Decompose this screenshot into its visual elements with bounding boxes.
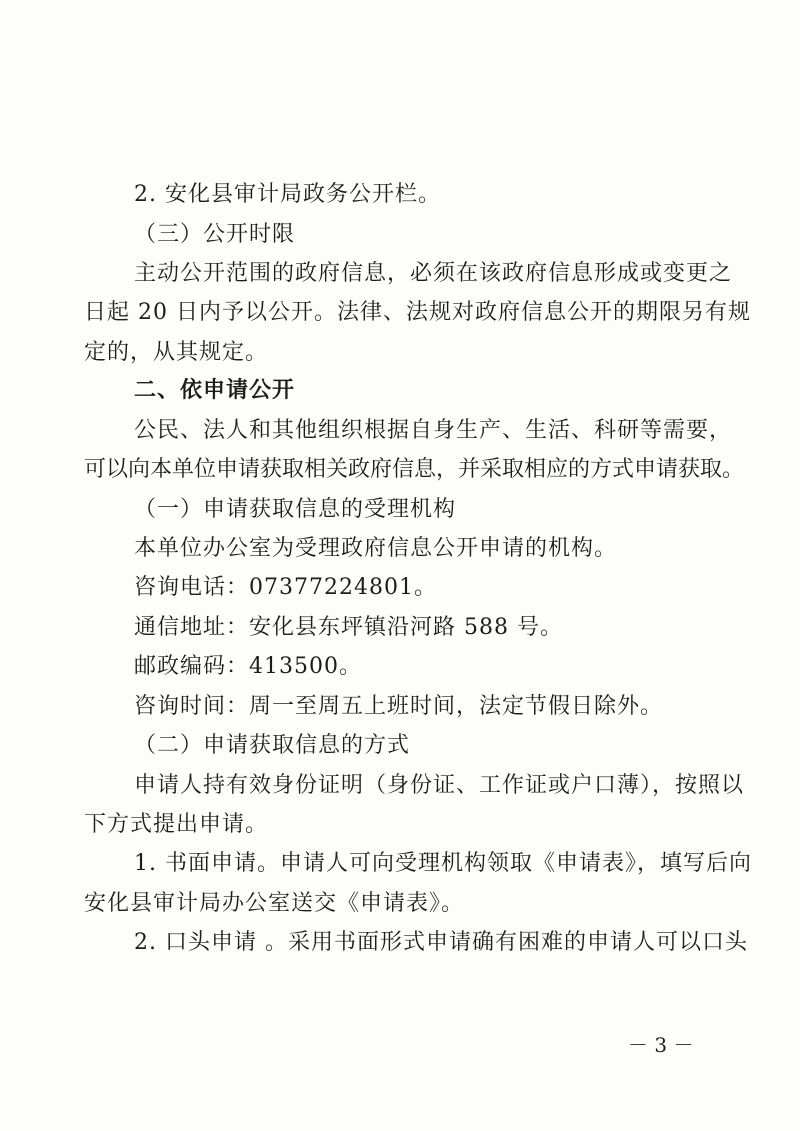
page-number: － 3 － (628, 1033, 694, 1057)
paragraph-line: 安化县审计局办公室送交《申请表》。 (84, 891, 465, 916)
paragraph-line: 可以向本单位申请获取相关政府信息，并采取相应的方式申请获取。 (84, 457, 745, 482)
contact-phone: 咨询电话：07377224801。 (134, 575, 437, 600)
contact-address: 通信地址：安化县东坪镇沿河路 588 号。 (134, 615, 563, 640)
paragraph-line: 申请人持有效身份证明（身份证、工作证或户口薄），按照以 (134, 773, 745, 798)
paragraph-line: 本单位办公室为受理政府信息公开申请的机构。 (134, 536, 618, 561)
paragraph-line: 主动公开范围的政府信息，必须在该政府信息形成或变更之 (134, 261, 733, 286)
list-item-2-public-board: 2. 安化县审计局政务公开栏。 (134, 182, 441, 207)
paragraph-line: 下方式提出申请。 (84, 812, 269, 837)
section-heading-apply-disclosure: 二、依申请公开 (134, 378, 296, 403)
paragraph-line: 日起 20 日内予以公开。法律、法规对政府信息公开的期限另有规 (84, 300, 751, 325)
subheading-acceptance-agency: （一）申请获取信息的受理机构 (134, 497, 457, 522)
list-item-1-written-application: 1. 书面申请。申请人可向受理机构领取《申请表》，填写后向 (134, 851, 752, 876)
list-item-2-oral-application: 2. 口头申请 。采用书面形式申请确有困难的申请人可以口头 (134, 930, 748, 955)
paragraph-line: 定的，从其规定。 (84, 340, 269, 365)
subheading-disclosure-time-limit: （三）公开时限 (134, 222, 296, 247)
paragraph-line: 公民、法人和其他组织根据自身生产、生活、科研等需要， (134, 418, 733, 443)
postal-code: 邮政编码：413500。 (134, 654, 362, 679)
subheading-application-method: （二）申请获取信息的方式 (134, 733, 411, 758)
consultation-hours: 咨询时间：周一至周五上班时间，法定节假日除外。 (134, 694, 664, 719)
